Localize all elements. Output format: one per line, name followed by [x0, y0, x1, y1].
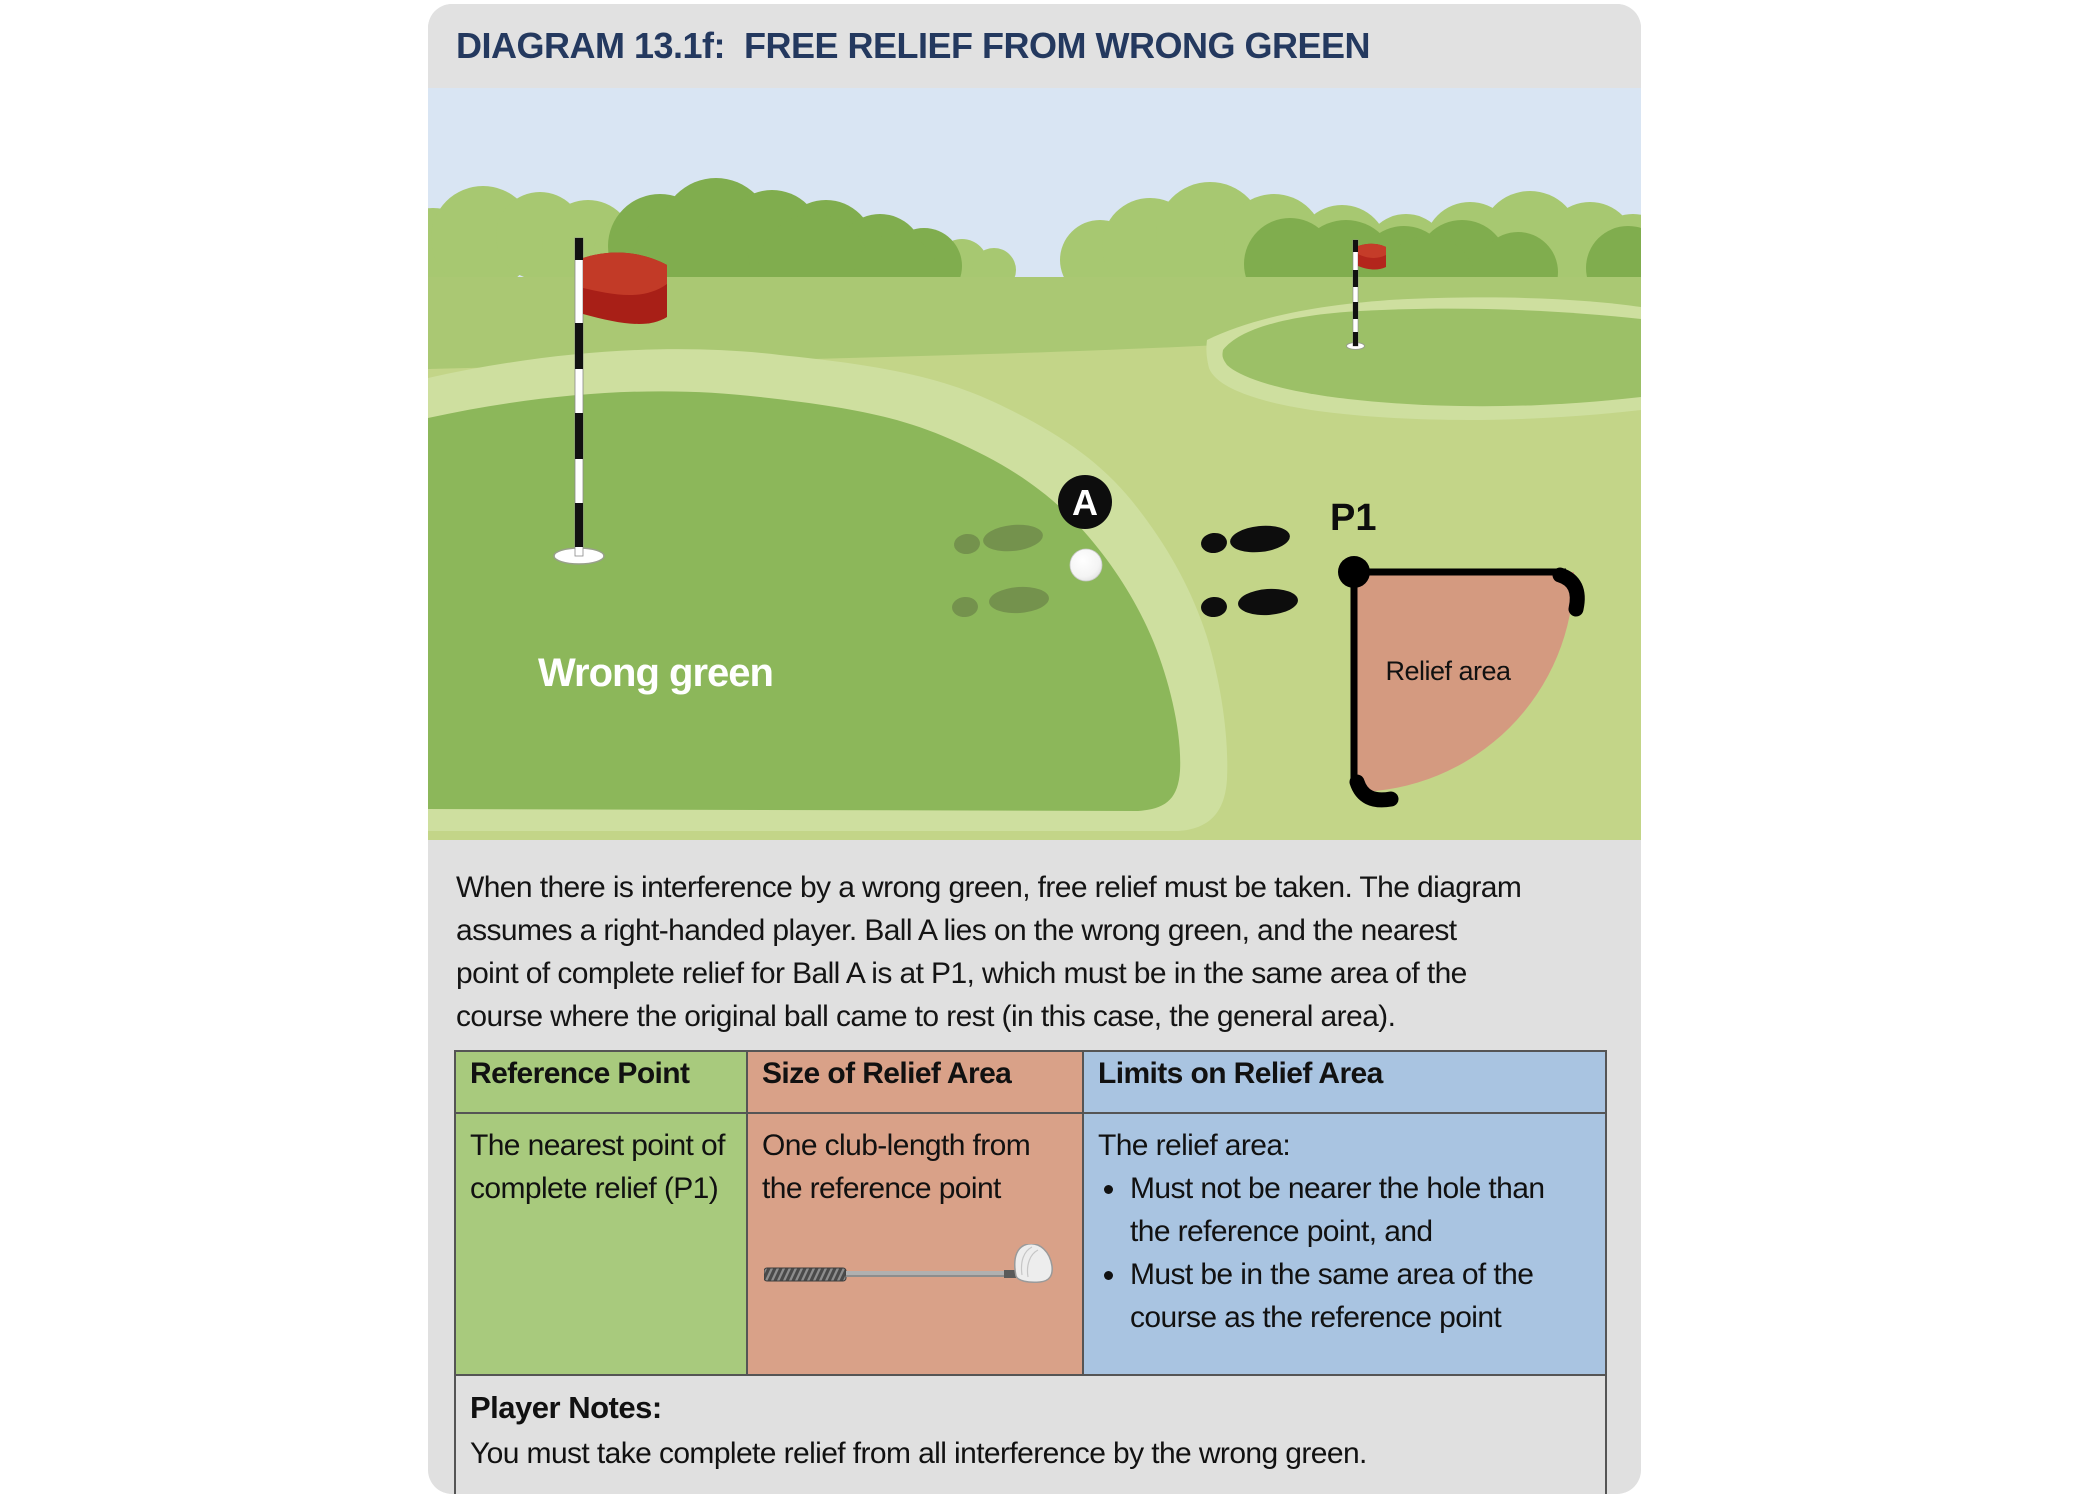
p1-label: P1: [1330, 497, 1377, 539]
header-bar: [428, 4, 1641, 88]
rules-table: [454, 1050, 1607, 1494]
reference-point-text: The nearest point of complete relief (P1): [470, 1129, 725, 1205]
table-header-row: [455, 1051, 1606, 1113]
page-title: DIAGRAM 13.1f: FREE RELIEF FROM WRONG GREEN: [456, 25, 1371, 66]
ball-a-label: A: [1072, 482, 1098, 523]
limits-intro: The relief area:: [1098, 1129, 1291, 1162]
flag-right: [1358, 244, 1386, 270]
description-paragraph: [456, 866, 1613, 1038]
header-cell-size-of-relief-area: Size of Relief Area: [747, 1051, 1083, 1113]
table-body-row: [455, 1113, 1606, 1375]
cell-reference-point: [455, 1113, 747, 1375]
description-line: assumes a right-handed player. Ball A lies on the wrong green, and the nearest: [456, 914, 1457, 947]
flagstick-right: [1353, 240, 1358, 346]
limits-bullet-list: [1098, 1167, 1591, 1339]
cell-limits-on-relief-area: [1083, 1113, 1606, 1375]
limits-bullet: • Must not be nearer the hole than the reference point, and: [1128, 1167, 1591, 1253]
description-line: course where the original ball came to rest (in this case, the general area).: [456, 1000, 1396, 1033]
header-cell-reference-point: Reference Point: [455, 1051, 747, 1113]
golf-ball: [1070, 549, 1102, 581]
player-notes-text: You must take complete relief from all interference by the wrong green.: [470, 1437, 1367, 1470]
player-notes-cell: [455, 1375, 1606, 1494]
player-notes-label: Player Notes:: [470, 1390, 662, 1425]
golf-club-graphic: [764, 1244, 1064, 1304]
wrong-green-label: Wrong green: [538, 651, 773, 695]
course-illustration: [428, 88, 1641, 840]
body-section: [428, 840, 1641, 1494]
description-line: point of complete relief for Ball A is at P1, which must be in the same area of the: [456, 957, 1467, 990]
relief-area-label: Relief area: [1385, 656, 1511, 686]
diagram-card: [428, 4, 1641, 1494]
flag-left: [583, 252, 667, 324]
p1-point: [1338, 556, 1370, 588]
header-cell-limits-on-relief-area: Limits on Relief Area: [1083, 1051, 1606, 1113]
description-line: When there is interference by a wrong green, free relief must be taken. The diagram: [456, 871, 1522, 904]
limits-bullet: • Must be in the same area of the course as the reference point: [1128, 1253, 1591, 1339]
size-of-relief-area-text: One club-length from the reference point: [762, 1129, 1031, 1205]
cell-size-of-relief-area: [747, 1113, 1083, 1375]
table-notes-row: [455, 1375, 1606, 1494]
flagstick-left: [575, 238, 583, 556]
